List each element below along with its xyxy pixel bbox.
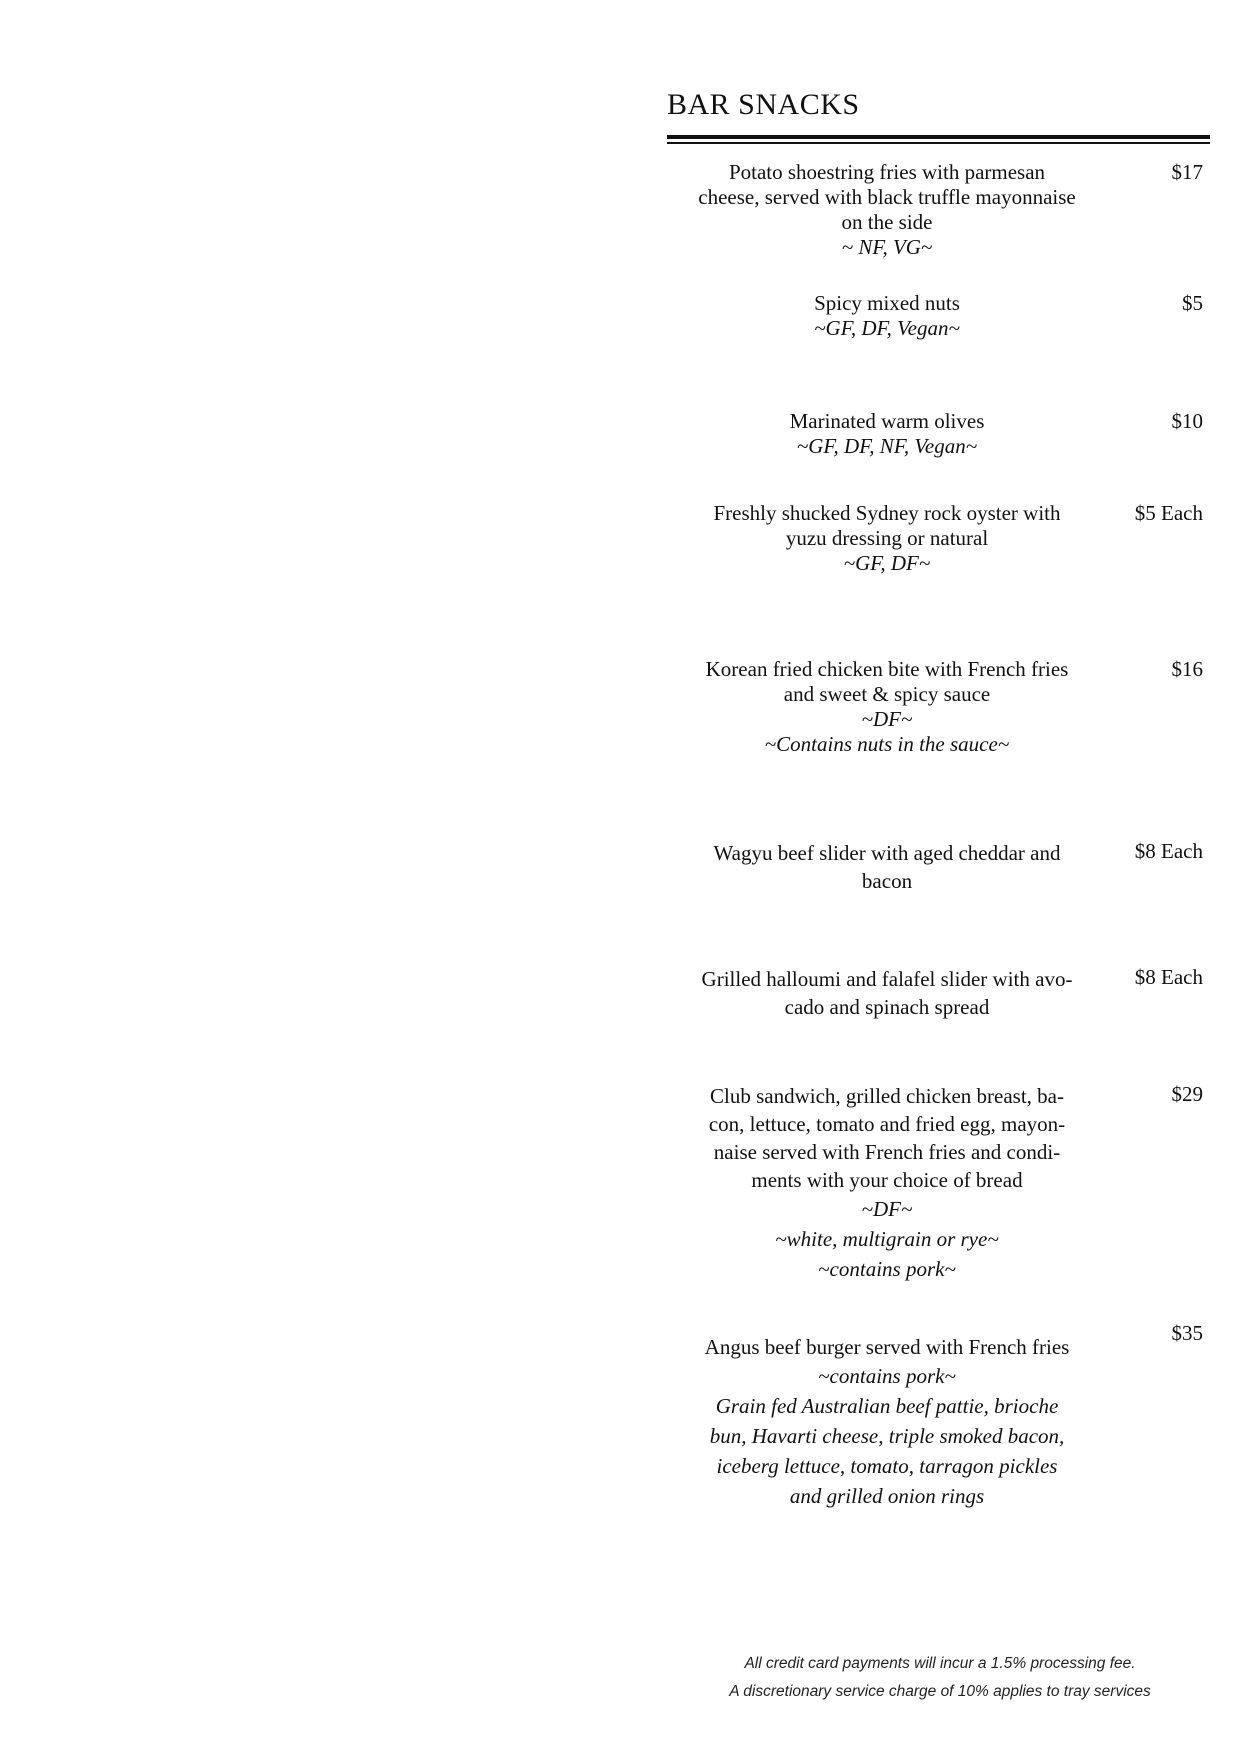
menu-item-description-line: Angus beef burger served with French fries <box>704 1335 1070 1359</box>
menu-item-price: $10 <box>1171 409 1203 433</box>
menu-item-description-line: cheese, served with black truffle mayonnaise <box>698 185 1076 209</box>
menu-item-dietary-note: ~ NF, VG~ <box>841 235 933 259</box>
menu-item-price: $5 Each <box>1134 501 1203 525</box>
menu-item-description <box>677 291 1097 341</box>
menu-item-dietary-note: ~GF, DF~ <box>843 551 931 575</box>
menu-item-description-line: Wagyu beef slider with aged cheddar and <box>713 841 1061 865</box>
menu-item-dietary-note: ~Contains nuts in the sauce~ <box>764 732 1010 756</box>
menu-item-description-line: on the side <box>841 210 933 234</box>
menu-item-description <box>677 839 1097 895</box>
menu-item-price: $35 <box>1171 1321 1203 1345</box>
menu-item-description-line: Marinated warm olives <box>789 409 985 433</box>
menu-item-description <box>677 501 1097 576</box>
title-divider-thin <box>667 142 1210 144</box>
menu-item-dietary-note: bun, Havarti cheese, triple smoked bacon, <box>709 1424 1065 1448</box>
menu-item-description-line: ments with your choice of bread <box>751 1168 1023 1192</box>
menu-item-description-line: con, lettuce, tomato and fried egg, mayon- <box>708 1112 1066 1136</box>
footer-card-fee: All credit card payments will incur a 1.5% processing fee. <box>744 1655 1136 1672</box>
menu-item-dietary-note: iceberg lettuce, tomato, tarragon pickles <box>716 1454 1058 1478</box>
menu-item-dietary-note: ~DF~ <box>861 707 913 731</box>
menu-item-dietary-note: ~GF, DF, NF, Vegan~ <box>796 434 978 458</box>
menu-item-description-line: and sweet & spicy sauce <box>783 682 991 706</box>
menu-item-price: $16 <box>1171 657 1203 681</box>
menu-item-description <box>677 657 1097 757</box>
menu-item-price: $8 Each <box>1134 839 1203 863</box>
menu-item-description <box>677 160 1097 260</box>
menu-item-price: $17 <box>1171 160 1203 184</box>
menu-item-dietary-note: ~contains pork~ <box>818 1257 956 1281</box>
menu-item-description-line: Korean fried chicken bite with French fries <box>705 657 1069 681</box>
menu-item-description-line: yuzu dressing or natural <box>785 526 989 550</box>
title-divider-thick <box>667 135 1210 139</box>
menu-item-description-line: Club sandwich, grilled chicken breast, ba- <box>710 1084 1064 1108</box>
menu-item-description-line: Spicy mixed nuts <box>814 291 960 315</box>
menu-item-description <box>677 965 1097 1021</box>
menu-item-dietary-note: ~white, multigrain or rye~ <box>775 1227 999 1251</box>
menu-item-description-line: cado and spinach spread <box>784 995 990 1019</box>
footer-notes <box>690 1650 1190 1706</box>
menu-item-price: $5 <box>1182 291 1203 315</box>
menu-item-description <box>677 1082 1097 1284</box>
menu-item-price: $29 <box>1171 1082 1203 1106</box>
menu-item-description <box>677 409 1097 459</box>
menu-item-price: $8 Each <box>1134 965 1203 989</box>
menu-item-dietary-note: ~GF, DF, Vegan~ <box>814 316 960 340</box>
footer-service-charge: A discretionary service charge of 10% applies to tray services <box>729 1683 1151 1700</box>
menu-item-dietary-note: ~DF~ <box>861 1197 913 1221</box>
menu-item-description-line: naise served with French fries and condi- <box>713 1140 1061 1164</box>
menu-item-dietary-note: and grilled onion rings <box>789 1484 985 1508</box>
menu-item-description-line: Potato shoestring fries with parmesan <box>728 160 1046 184</box>
menu-item-description-line: Freshly shucked Sydney rock oyster with <box>713 501 1061 525</box>
menu-item-description-line: Grilled halloumi and falafel slider with avo- <box>701 967 1073 991</box>
menu-item-dietary-note: ~contains pork~ <box>818 1364 956 1388</box>
menu-title: BAR SNACKS <box>667 88 860 121</box>
menu-item-dietary-note: Grain fed Australian beef pattie, brioche <box>715 1394 1059 1418</box>
menu-item-description <box>677 1333 1097 1511</box>
menu-item-description-line: bacon <box>861 869 913 893</box>
